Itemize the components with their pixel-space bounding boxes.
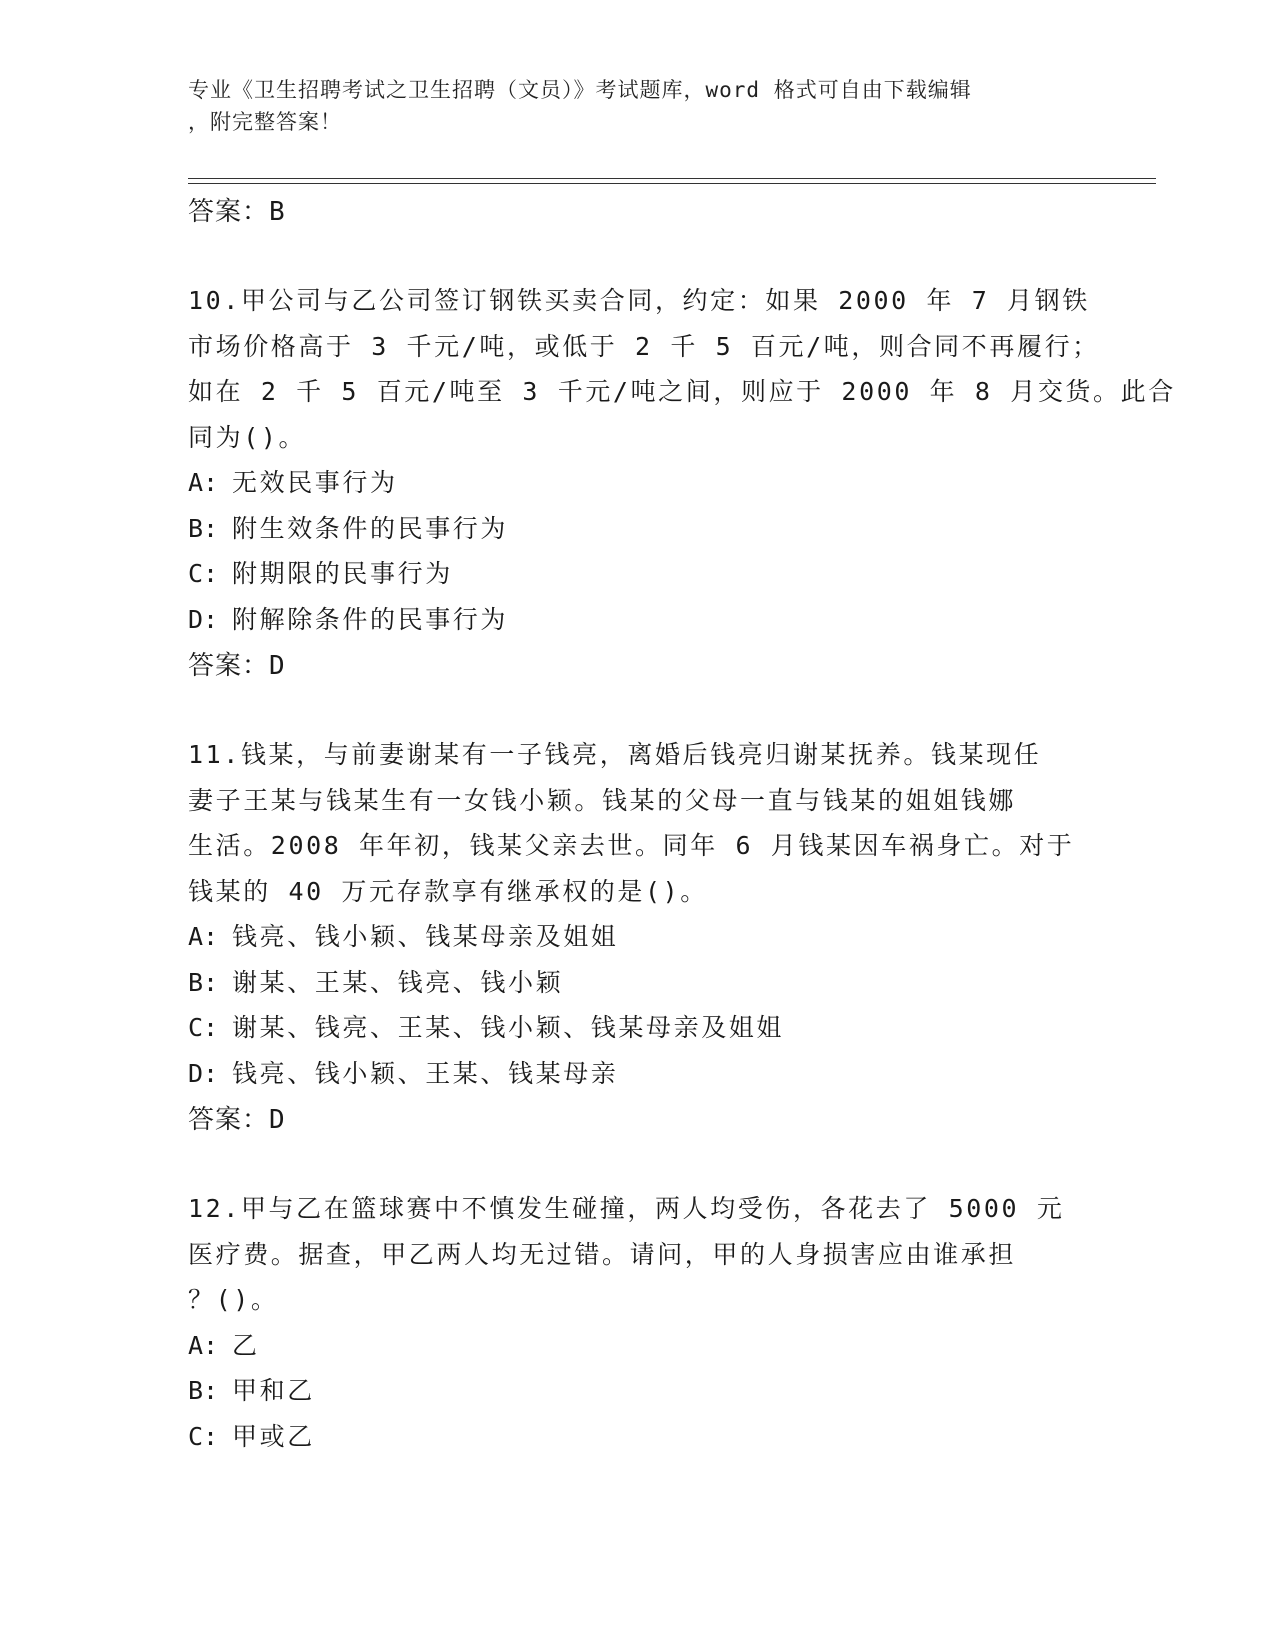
option-text: 附生效条件的民事行为 bbox=[232, 513, 509, 543]
question-text-line: 妻子王某与钱某生有一女钱小颖。钱某的父母一直与钱某的姐姐钱娜 bbox=[188, 785, 1017, 815]
option-a bbox=[188, 914, 1088, 960]
option-c bbox=[188, 551, 1088, 597]
option-text: 钱亮、钱小颖、王某、钱某母亲 bbox=[232, 1058, 619, 1088]
option-label: B: bbox=[188, 1376, 219, 1405]
option-text: 钱亮、钱小颖、钱某母亲及姐姐 bbox=[232, 922, 619, 951]
option-label: C: bbox=[188, 559, 219, 588]
question-text-line: 同为()。 bbox=[188, 422, 307, 452]
question-text-line: ？()。 bbox=[188, 1285, 279, 1314]
option-b bbox=[188, 960, 1088, 1006]
question-text-line: 10.甲公司与乙公司签订钢铁买卖合同，约定：如果 2000 年 7 月钢铁 bbox=[188, 286, 1090, 315]
option-text: 附解除条件的民事行为 bbox=[232, 604, 509, 634]
question-text-line: 如在 2 千 5 百元/吨至 3 千元/吨之间，则应于 2000 年 8 月交货。此合 bbox=[188, 377, 1176, 406]
spacer bbox=[188, 1144, 1088, 1186]
option-d bbox=[188, 597, 1088, 643]
option-label: A: bbox=[188, 922, 219, 951]
option-label: C: bbox=[188, 1013, 219, 1042]
option-c bbox=[188, 1005, 1088, 1051]
option-a bbox=[188, 1323, 1088, 1369]
option-label: B: bbox=[188, 967, 219, 997]
option-b bbox=[188, 1368, 1088, 1414]
answer-11: 答案：D bbox=[188, 1105, 286, 1135]
question-text-line: 11.钱某，与前妻谢某有一子钱亮，离婚后钱亮归谢某抚养。钱某现任 bbox=[188, 740, 1042, 769]
option-label: C: bbox=[188, 1421, 219, 1451]
option-label: B: bbox=[188, 513, 219, 543]
option-text: 乙 bbox=[232, 1330, 260, 1360]
question-text-line: 市场价格高于 3 千元/吨，或低于 2 千 5 百元/吨，则合同不再履行； bbox=[188, 331, 1100, 361]
option-d bbox=[188, 1051, 1088, 1097]
option-text: 谢某、钱亮、王某、钱小颖、钱某母亲及姐姐 bbox=[232, 1013, 785, 1042]
option-text: 无效民事行为 bbox=[232, 468, 398, 497]
question-text-line: 12.甲与乙在篮球赛中不慎发生碰撞，两人均受伤，各花去了 5000 元 bbox=[188, 1194, 1065, 1223]
option-text: 附期限的民事行为 bbox=[232, 559, 453, 588]
question-text-line: 医疗费。据查，甲乙两人均无过错。请问，甲的人身损害应由谁承担 bbox=[188, 1239, 1017, 1269]
header-divider-bottom bbox=[188, 183, 1156, 184]
question-10 bbox=[188, 278, 1176, 690]
answer-10: 答案：D bbox=[188, 651, 286, 681]
option-c bbox=[188, 1414, 1088, 1460]
option-b bbox=[188, 506, 1088, 552]
option-text: 甲和乙 bbox=[232, 1376, 315, 1405]
question-text-line: 钱某的 40 万元存款享有继承权的是()。 bbox=[188, 876, 708, 906]
answer-previous: 答案：B bbox=[188, 197, 286, 227]
option-label: D: bbox=[188, 1058, 219, 1088]
spacer bbox=[188, 690, 1088, 732]
header-divider-top bbox=[188, 178, 1156, 179]
page-header bbox=[188, 74, 1068, 138]
spacer bbox=[188, 236, 1088, 278]
header-line-1: 专业《卫生招聘考试之卫生招聘（文员）》考试题库，word 格式可自由下载编辑 bbox=[188, 78, 972, 102]
option-label: D: bbox=[188, 604, 219, 634]
header-line-2: ，附完整答案！ bbox=[188, 110, 342, 134]
option-label: A: bbox=[188, 1330, 219, 1360]
option-text: 甲或乙 bbox=[232, 1421, 315, 1451]
document-body bbox=[188, 188, 1176, 1459]
option-label: A: bbox=[188, 468, 219, 497]
question-11 bbox=[188, 732, 1088, 1144]
question-12 bbox=[188, 1186, 1088, 1459]
option-a bbox=[188, 460, 1088, 506]
option-text: 谢某、王某、钱亮、钱小颖 bbox=[232, 967, 564, 997]
question-text-line: 生活。2008 年年初，钱某父亲去世。同年 6 月钱某因车祸身亡。对于 bbox=[188, 831, 1075, 860]
